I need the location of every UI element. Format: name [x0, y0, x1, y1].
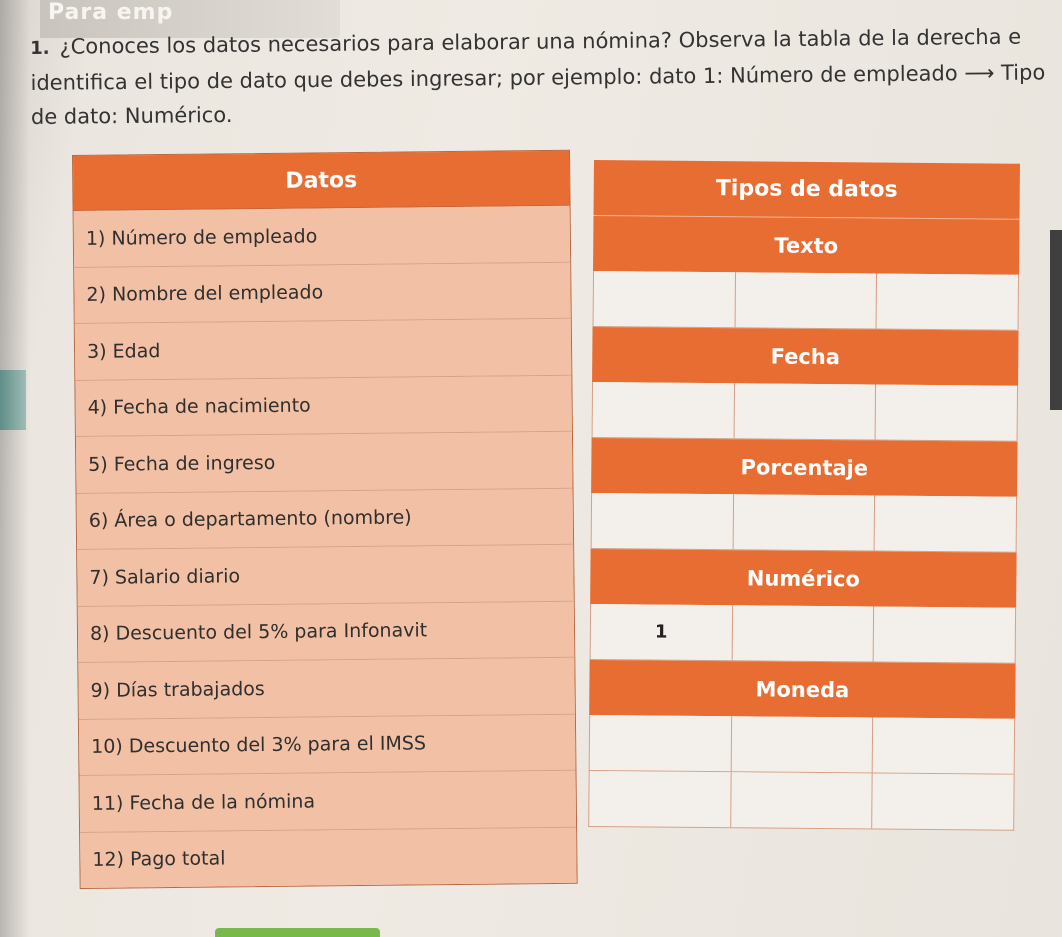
datos-row: 6) Área o departamento (nombre): [77, 488, 574, 550]
answer-cell[interactable]: [593, 382, 735, 438]
page-edge-shadow: [0, 0, 30, 937]
answer-cell[interactable]: [735, 272, 877, 328]
datos-table: [72, 150, 578, 889]
datos-row: 8) Descuento del 5% para Infonavit: [78, 601, 575, 663]
answer-cell[interactable]: [877, 273, 1018, 329]
datos-row: 1) Número de empleado: [74, 206, 571, 268]
answer-cell[interactable]: [874, 606, 1015, 662]
answer-cell[interactable]: [876, 384, 1017, 440]
datos-row: 5) Fecha de ingreso: [76, 432, 573, 494]
bottom-green-mark: [215, 928, 380, 937]
answer-cell[interactable]: [873, 773, 1014, 829]
datos-table-header: Datos: [73, 151, 570, 211]
answer-cell[interactable]: [873, 717, 1014, 773]
answer-row: [589, 715, 1015, 775]
datos-row: 9) Días trabajados: [78, 658, 575, 720]
exercise-instruction: [30, 19, 1046, 134]
answer-cell[interactable]: [734, 383, 876, 439]
tipo-category-header: Porcentaje: [591, 438, 1017, 497]
answer-cell[interactable]: [592, 493, 734, 549]
answer-row: [588, 771, 1014, 831]
datos-row: 12) Pago total: [80, 827, 577, 888]
answer-cell[interactable]: [732, 605, 874, 661]
answer-cell[interactable]: [594, 271, 736, 327]
tipo-category-header: Fecha: [592, 327, 1018, 386]
datos-row: 10) Descuento del 3% para el IMSS: [79, 714, 576, 776]
datos-row: 4) Fecha de nacimiento: [75, 375, 572, 437]
right-edge-mark: [1050, 230, 1062, 410]
instruction-text: ¿Conoces los datos necesarios para elaborar una nómina? Observa la tabla de la derecha e identifica el tipo de dato que debes ingresar; por ejemplo: dato 1: Número de empleado ⟶ Tipo de dato: Numérico.: [30, 24, 1046, 129]
tipos-de-datos-table: [588, 160, 1020, 831]
tipo-category-header: Texto: [593, 216, 1019, 275]
answer-cell[interactable]: [589, 771, 731, 827]
datos-row: 3) Edad: [75, 319, 572, 381]
answer-row: [590, 604, 1016, 664]
datos-row: 7) Salario diario: [77, 545, 574, 607]
tipo-category-header: Numérico: [590, 549, 1016, 608]
datos-row: 11) Fecha de la nómina: [80, 771, 577, 833]
answer-cell[interactable]: [733, 494, 875, 550]
exercise-number: 1.: [30, 37, 50, 59]
datos-row: 2) Nombre del empleado: [74, 262, 571, 324]
answer-cell[interactable]: 1: [591, 604, 733, 660]
answer-cell[interactable]: [590, 715, 732, 771]
answer-row: [591, 493, 1017, 553]
answer-row: [592, 382, 1018, 442]
answer-cell[interactable]: [731, 716, 873, 772]
tipo-category-header: Moneda: [589, 660, 1015, 719]
answer-cell[interactable]: [875, 495, 1016, 551]
answer-cell[interactable]: [731, 772, 873, 828]
banner-text: Para emp: [48, 0, 174, 25]
answer-row: [593, 271, 1019, 331]
tipos-table-header: Tipos de datos: [594, 160, 1020, 220]
side-tab-mark: [0, 370, 26, 430]
